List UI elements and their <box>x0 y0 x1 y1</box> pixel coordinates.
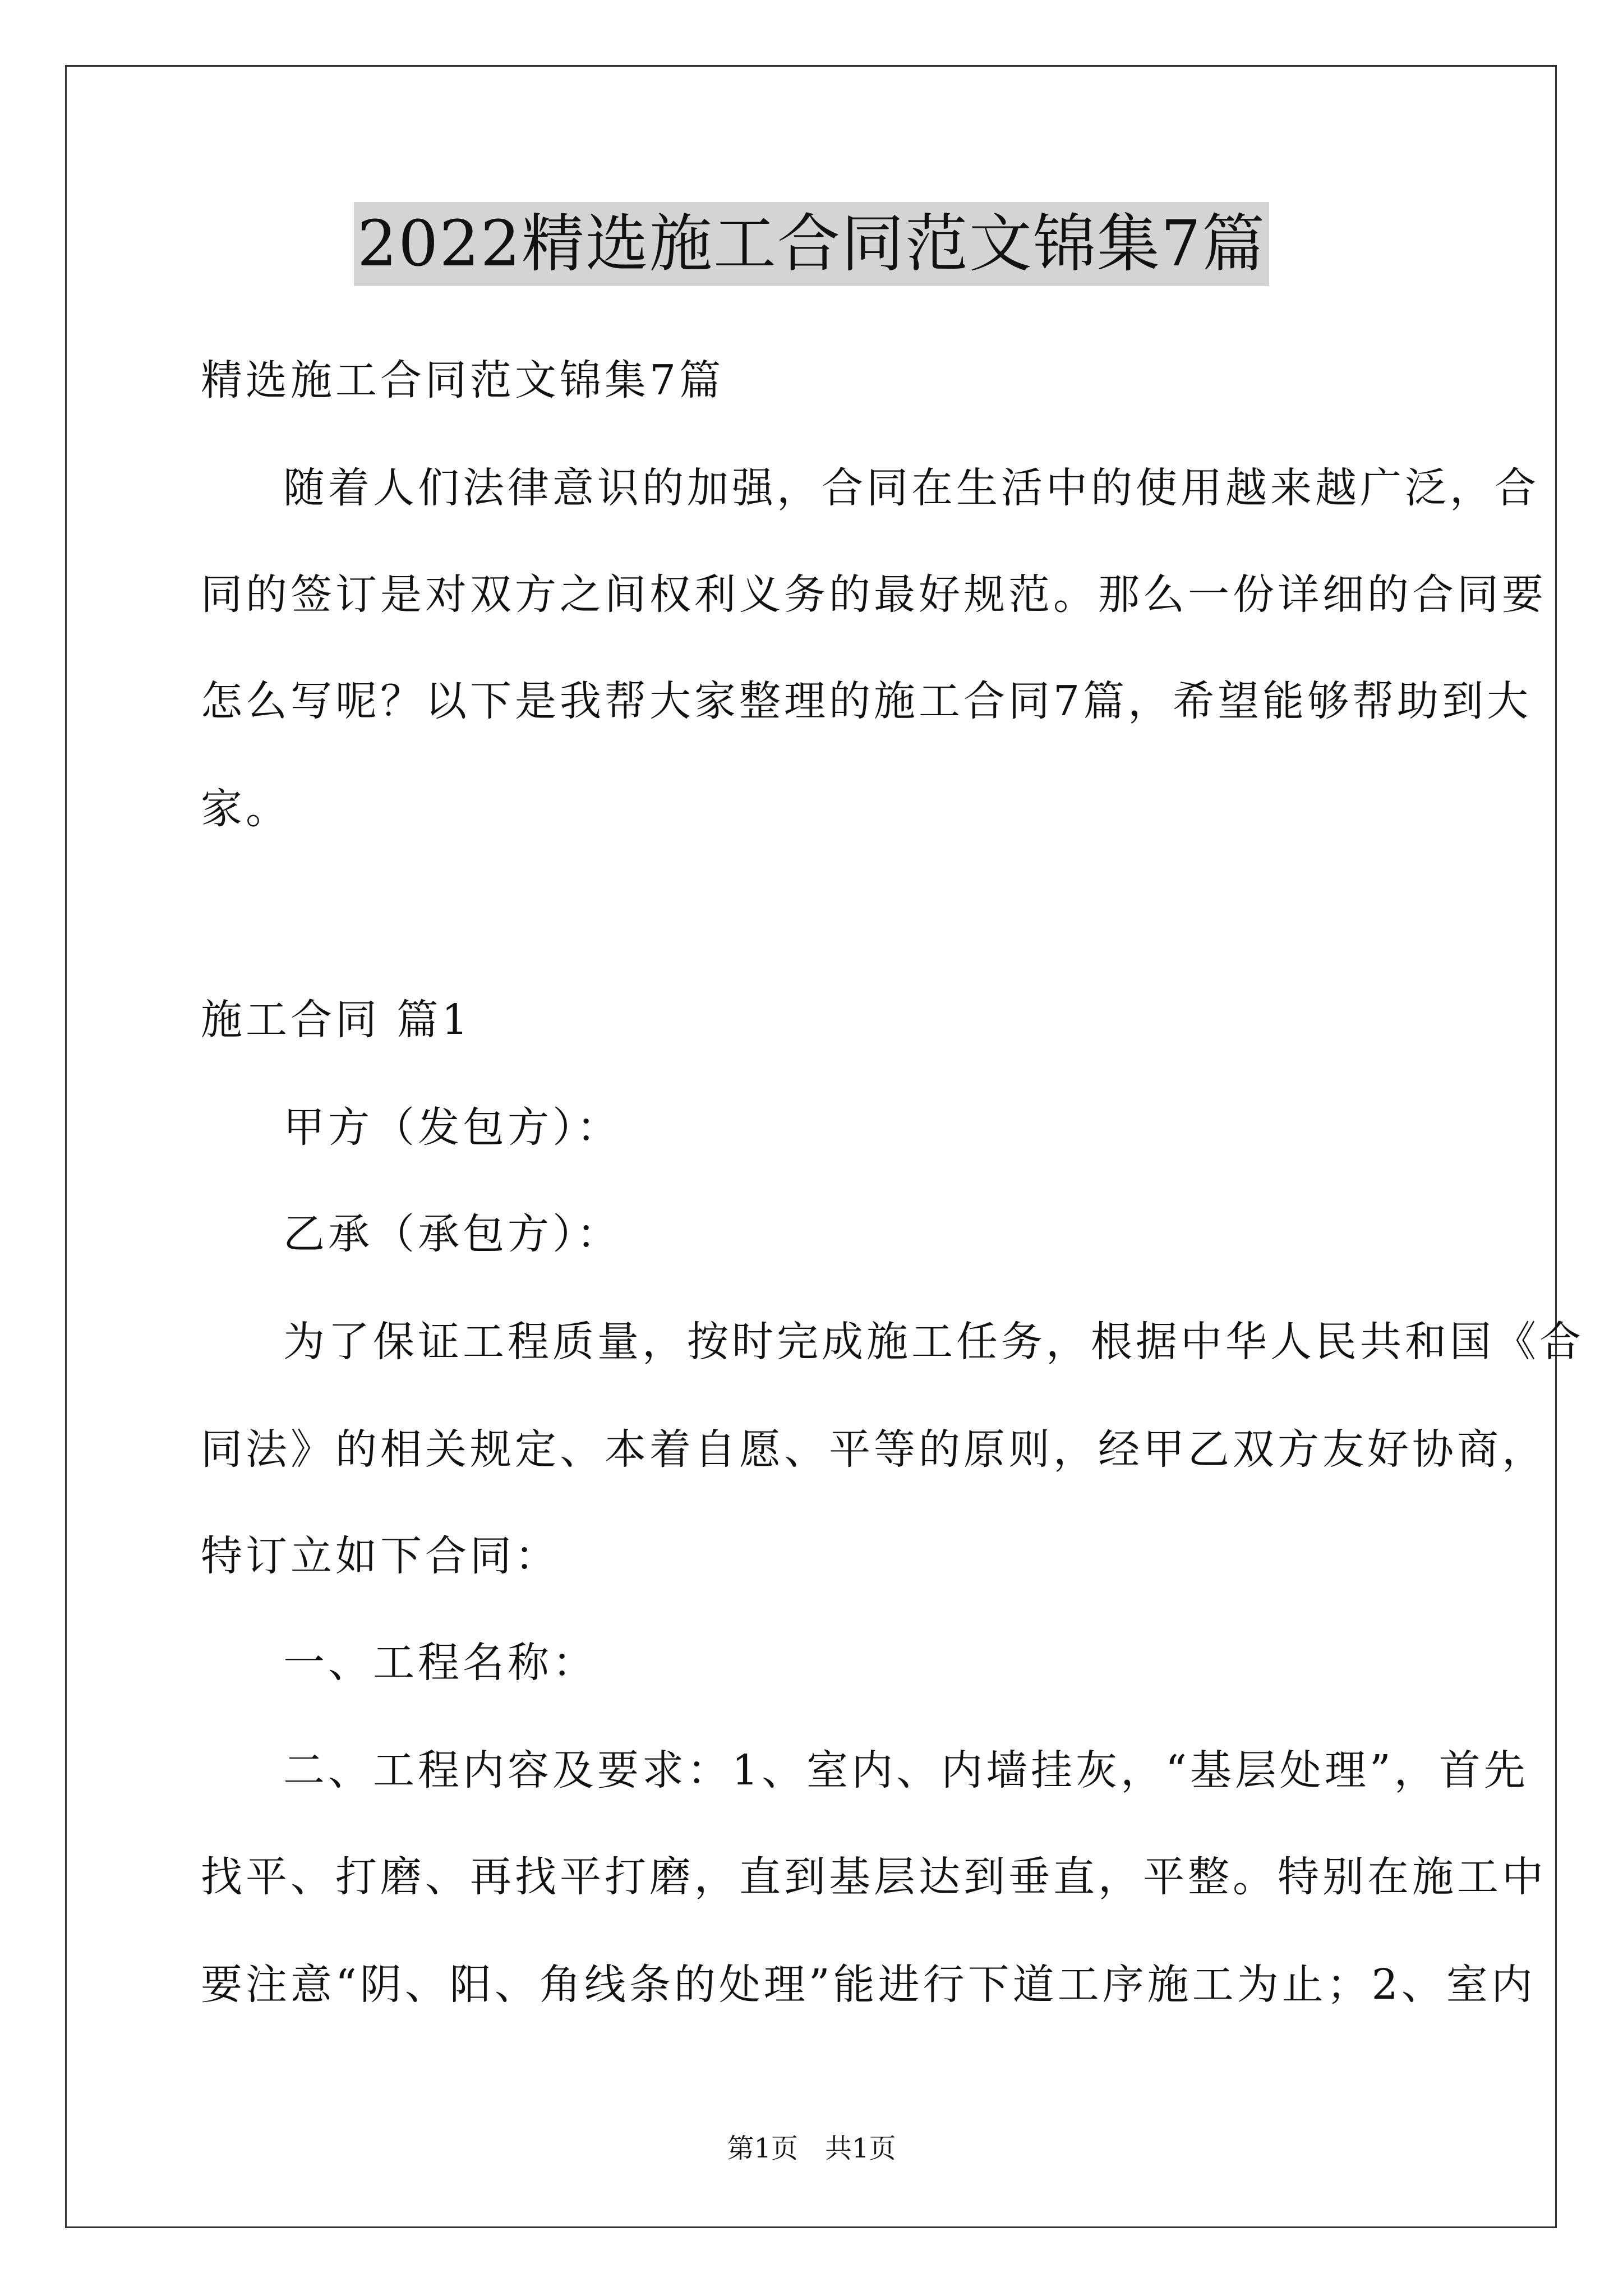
clause-line: 要注意“阴、阳、角线条的处理”能进行下道工序施工为止；2、室内 <box>201 1961 1536 2009</box>
purpose-line: 同法》的相关规定、本着自愿、平等的原则，经甲乙双方友好协商， <box>201 1425 1547 1474</box>
document-title: 2022精选施工合同范文锦集7篇 <box>354 202 1269 286</box>
party-a-label: 甲方（发包方）： <box>283 1103 621 1152</box>
clause-line: 找平、打磨、再找平打磨，直到基层达到垂直，平整。特别在施工中 <box>201 1853 1547 1901</box>
intro-line: 随着人们法律意识的加强，合同在生活中的使用越来越广泛，合 <box>283 464 1539 512</box>
document-subtitle: 精选施工合同范文锦集7篇 <box>201 356 725 404</box>
clause-line: 二、工程内容及要求：1、室内、内墙挂灰，“基层处理”，首先 <box>283 1746 1529 1795</box>
intro-line: 家。 <box>201 785 291 833</box>
party-b-label: 乙承（承包方）： <box>283 1210 621 1258</box>
title-container <box>0 202 1623 286</box>
page-footer: 第1页 共1页 <box>727 2133 896 2164</box>
purpose-line: 特订立如下合同： <box>201 1532 560 1580</box>
purpose-line: 为了保证工程质量，按时完成施工任务，根据中华人民共和国《合 <box>283 1318 1584 1366</box>
intro-line: 同的签订是对双方之间权利义务的最好规范。那么一份详细的合同要 <box>201 570 1547 619</box>
clause-project-name: 一、工程名称： <box>283 1639 597 1687</box>
section-heading: 施工合同 篇1 <box>201 996 472 1044</box>
intro-line: 怎么写呢？以下是我帮大家整理的施工合同7篇，希望能够帮助到大 <box>201 677 1532 725</box>
